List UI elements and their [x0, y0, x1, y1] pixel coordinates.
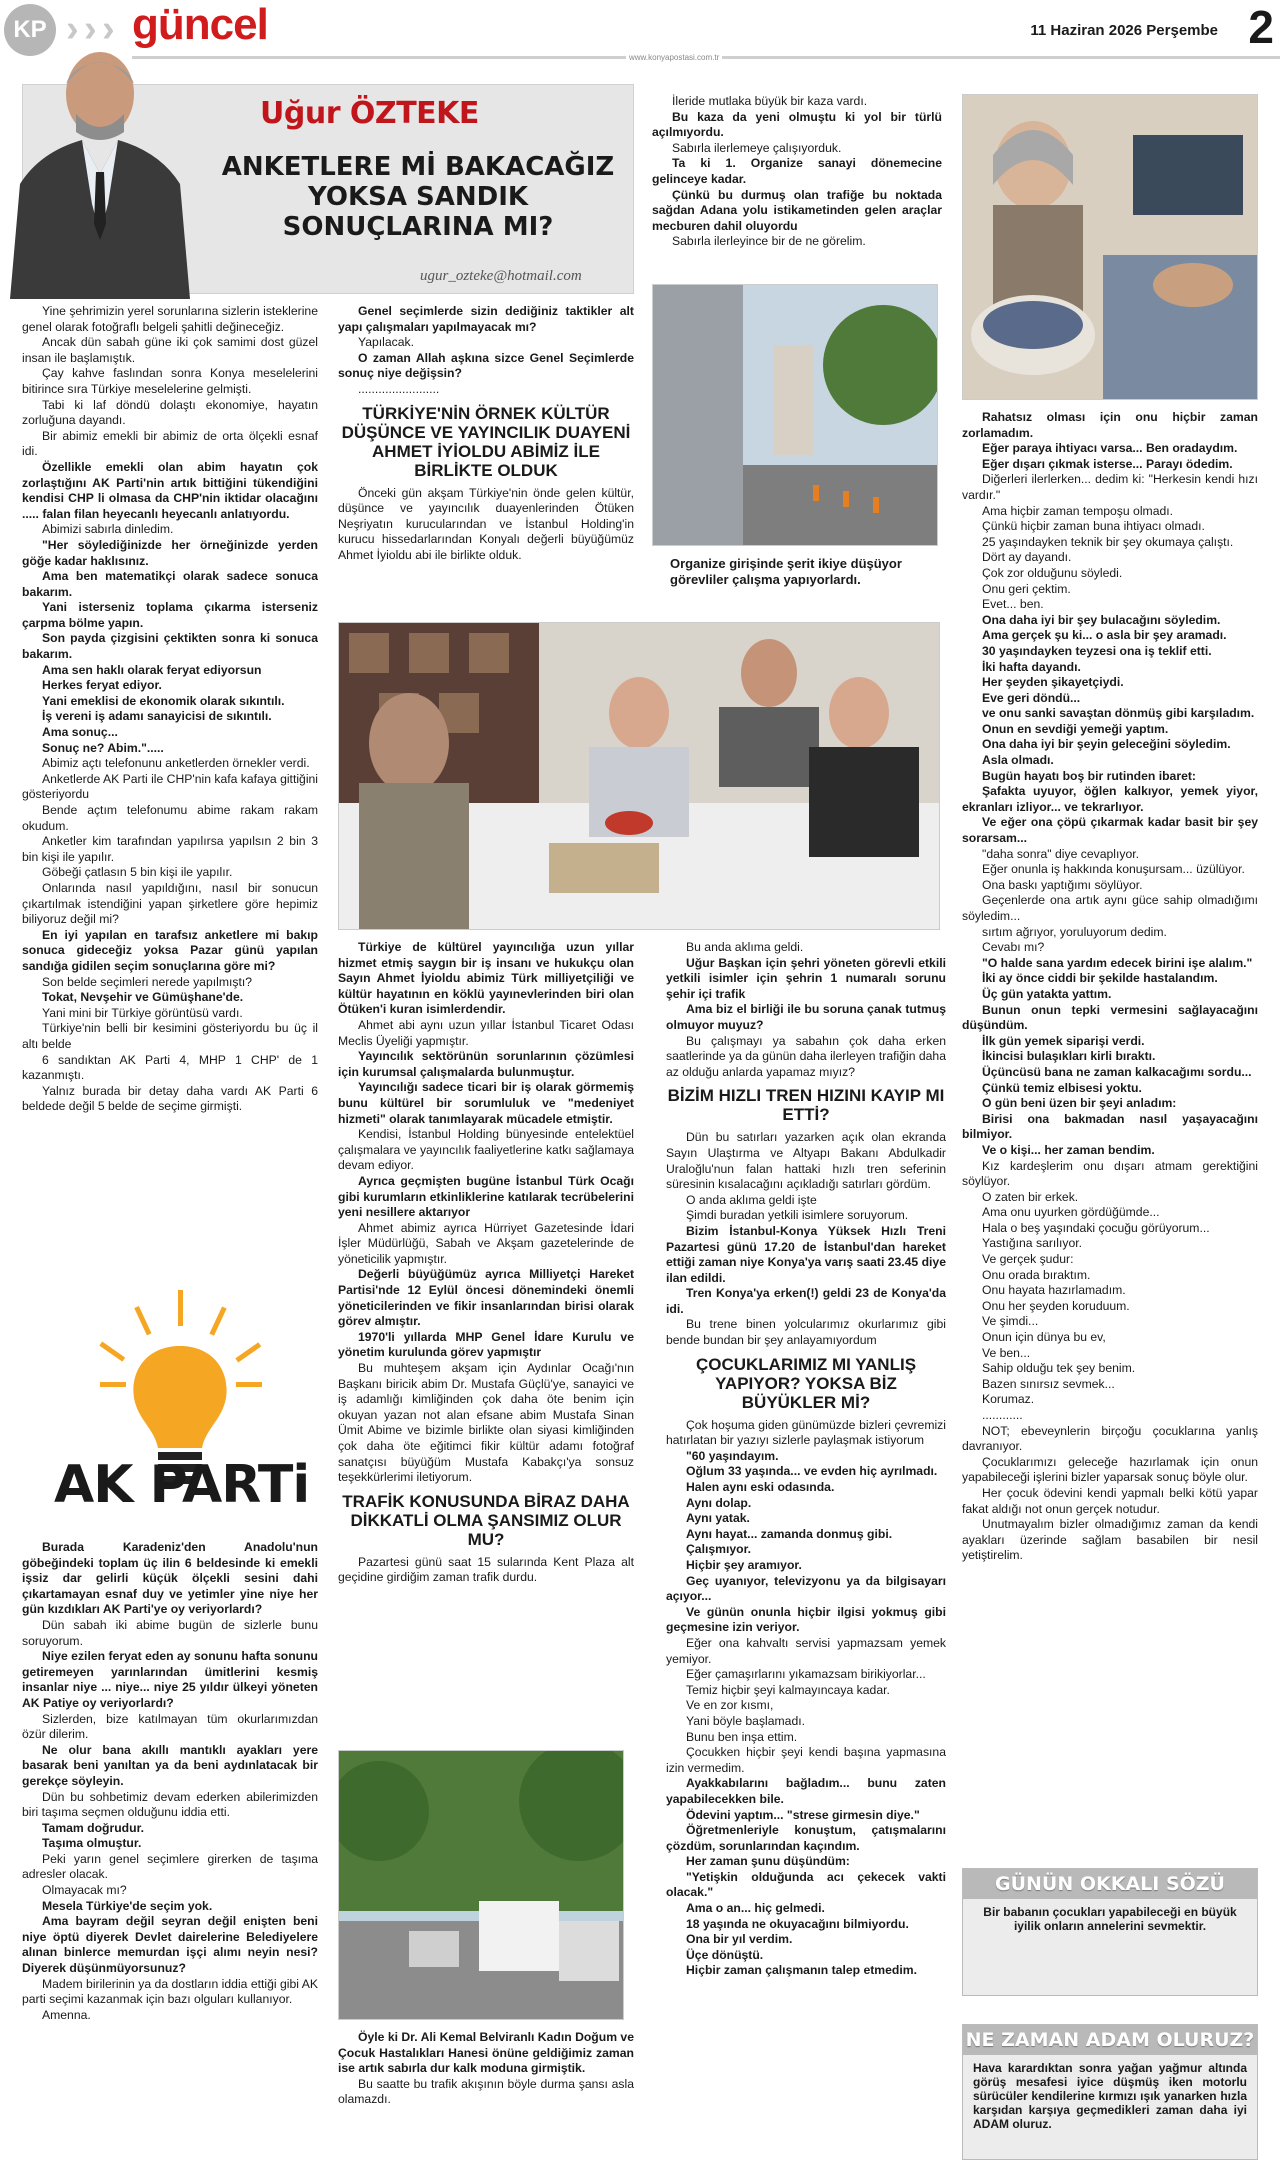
- section-title: güncel: [132, 0, 268, 49]
- civic-box: [962, 2024, 1258, 2160]
- paragraph: Eğer ona kahvaltı servisi yapmazsam yemek yemiyor.: [666, 1635, 946, 1666]
- paragraph: Tabi ki laf döndü dolaştı ekonomiye, hayatın zorluğuna dayandı.: [22, 397, 318, 428]
- column-2-bottom: [338, 2030, 634, 2160]
- paragraph: Bu muhteşem akşam için Aydınlar Ocağı'nın Başkanı biricik abim Dr. Mustafa Güçlü'ye, sanayici ve iş adamlığı kimliğinden çok daha öte benim için okuyan yazan not alan efsane abim Mustafa Sinan Ümit Abime ve bizimle birlikte olan siyasi kimliğinden çok daha öte eğitimci fikir kültür adamı fotoğraf sanatçısı büyüğüm Mustafa Kabakçı'ya sonsuz teşekkürlerimi iletiyorum.: [338, 1361, 634, 1485]
- column-3-top: [652, 94, 942, 280]
- paragraph: sırtım ağrıyor, yoruluyorum dedim.: [982, 924, 1167, 939]
- paragraph: Evet... ben.: [982, 597, 1044, 612]
- mother-son-photo: [962, 94, 1258, 400]
- civic-box-title: NE ZAMAN ADAM OLURUZ?: [963, 2025, 1257, 2055]
- paragraph: Geç uyanıyor, televizyonu ya da bilgisayarı açıyor...: [666, 1573, 946, 1604]
- paragraph: 25 yaşındayken teknik bir şey okumaya çalıştı.: [982, 534, 1234, 549]
- subheading: ÇOCUKLARIMIZ MI YANLIŞ YAPIYOR? YOKSA BİZ BÜYÜKLER Mİ?: [695, 1354, 917, 1412]
- paragraph: Sabırla ilerleyince bir de ne görelim.: [672, 234, 866, 249]
- paragraph: Yani emeklisi de ekonomik olarak sıkıntılı.: [42, 693, 285, 708]
- paragraph: Taşıma olmuştur.: [42, 1836, 142, 1851]
- paragraph: Bu saatte bu trafik akışının böyle durma şansı asla olamazdı.: [338, 2076, 634, 2107]
- author-email[interactable]: ugur_ozteke@hotmail.com: [420, 268, 582, 284]
- column-4: [962, 410, 1258, 1846]
- paragraph: Ama ben matematikçi olarak sadece sonuca bakarım.: [22, 569, 318, 599]
- paragraph: Birisi ona bakmadan nasıl yaşayacağını bilmiyor.: [962, 1111, 1258, 1142]
- paragraph: İlk gün yemek siparişi verdi.: [982, 1033, 1145, 1048]
- paragraph: Ta ki 1. Organize sanayi dönemecine gelinceye kadar.: [652, 156, 942, 186]
- chevron-right-icon: ›: [66, 8, 79, 50]
- paragraph: Onu orada bıraktım.: [982, 1267, 1091, 1282]
- paragraph: İş vereni iş adamı sanayicisi de sıkıntılı.: [42, 709, 272, 724]
- subheading: TRAFİK KONUSUNDA BİRAZ DAHA DİKKATLİ OLMA ŞANSIMIZ OLUR MU?: [342, 1491, 630, 1549]
- paragraph: Ve şimdi...: [982, 1314, 1039, 1329]
- subheading: TÜRKİYE'NİN ÖRNEK KÜLTÜR DÜŞÜNCE VE YAYINCILIK DUAYENİ AHMET İYİOLDU ABİMİZ İLE BİRLİKTE OLDUK: [341, 403, 631, 480]
- paragraph: Kendisi, İstanbul Holding bünyesinde entelektüel çalışmalara ve yayıncılık faaliyetlerine katkı sağlamaya devam ediyor.: [338, 1127, 634, 1173]
- column-2-middle: [338, 940, 634, 1640]
- paragraph: Çok hoşuma giden günümüzde bizleri çevremizi hatırlatan bir yazıyı sizlerle paylaşmak istiyorum: [666, 1417, 946, 1448]
- paragraph: ........................: [358, 381, 440, 396]
- paragraph: Şimdi buradan yetkili isimlere soruyorum.: [686, 1208, 909, 1223]
- paragraph: Yalnız burada bir detay daha vardı AK Parti 6 beldede değil 5 belde de seçime girmişti.: [22, 1083, 318, 1114]
- paragraph: Ayakkabılarını bağladım... bunu zaten yapabilecekken bile.: [666, 1776, 946, 1806]
- column-1-continued: [22, 1540, 318, 2152]
- paragraph: Tokat, Nevşehir ve Gümüşhane'de.: [42, 990, 244, 1005]
- paragraph: Ne olur bana akıllı mantıklı ayakları yere basarak beni yanıltan ya da beni aydınlatacak bir gerekçe söyleyin.: [22, 1742, 318, 1788]
- paragraph: Ahmet abi aynı uzun yıllar İstanbul Ticaret Odası Meclis Üyeliği yapmıştır.: [338, 1017, 634, 1048]
- paragraph: Yapılacak.: [358, 335, 415, 350]
- paragraph: Değerli büyüğümüz ayrıca Milliyetçi Hareket Partisi'nde 12 Eylül öncesi dönemindeki önemli yöneticilerinden ve fikir insanlarından birisi olarak görev almıştır.: [338, 1267, 634, 1329]
- paragraph: Çalışmıyor.: [686, 1542, 752, 1557]
- paragraph: İleride mutlaka büyük bir kaza vardı.: [672, 94, 868, 108]
- roadwork-caption: Organize girişinde şerit ikiye düşüyor görevliler çalışma yapıyorlardı.: [670, 556, 902, 587]
- paragraph: Onu her şeyden koruduum.: [982, 1298, 1130, 1313]
- author-photo: [0, 44, 200, 299]
- paragraph: Yani böyle başlamadı.: [686, 1713, 806, 1728]
- paragraph: Çocuklarımızı geleceğe hazırlamak için onun yapabileceği işlerini bizler yaparsak sonuç böyle olur.: [962, 1454, 1258, 1485]
- paragraph: Bir abimiz emekli bir abimiz de orta ölçekli esnaf idi.: [22, 428, 318, 459]
- paragraph: Tren Konya'ya erken(!) geldi 23 de Konya'da idi.: [666, 1286, 946, 1316]
- paragraph: Onun en sevdiği yemeği yaptım.: [982, 721, 1169, 736]
- paragraph: "Her söylediğinizde her örneğinizde yerden göğe kadar haklısınız.: [22, 537, 318, 568]
- paragraph: Eğer paraya ihtiyacı varsa... Ben oradaydım.: [982, 441, 1238, 456]
- paragraph: Bu trene binen yolcularımız okurlarımız gibi bende bundan bir şey anlayamıyordum: [666, 1317, 946, 1348]
- paragraph: Son payda çizgisini çektikten sonra ki sonuca bakarım.: [22, 631, 318, 662]
- paragraph: Önceki gün akşam Türkiye'nin önde gelen kültür, düşünce ve yayıncılık duayenlerinden Ötüken Neşriyatın kurucularından ve İstanbul Holding'in kurucu hissedarlarından Konyalı değerli büyüğümüz Ahmet İyioldu abi ile birlikte olduk.: [338, 485, 634, 562]
- paragraph: 18 yaşında ne okuyacağını bilmiyordu.: [686, 1916, 909, 1931]
- paragraph: Bende açtım telefonumu abime rakam rakam okudum.: [22, 803, 318, 833]
- paragraph: İki hafta dayandı.: [982, 659, 1081, 674]
- paragraph: ve onu sanki savaştan dönmüş gibi karşıladım.: [982, 706, 1255, 721]
- issue-date: 11 Haziran 2026 Perşembe: [1030, 22, 1218, 39]
- paragraph: Dün bu satırları yazarken açık olan ekranda Sayın Ulaştırma ve Altyapı Bakanı Abdulkadir Uraloğlu'nun falan hattaki hızlı tren seferinin süresinin kısalacağını açıkladığı satırları gördüm.: [666, 1130, 946, 1192]
- paragraph: Bizim İstanbul-Konya Yüksek Hızlı Treni Pazartesi günü 17.20 de İstanbul'dan hareket ettiği zaman niye Konya'ya varış saati 23.45 diye ilan edildi.: [666, 1223, 946, 1285]
- paragraph: Bu çalışmayı ya sabahın çok daha erken saatlerinde ya da günün daha ilerleyen trafiğin daha az olduğu anlarda yapamaz mıyız?: [666, 1033, 946, 1079]
- paragraph: Abimizi sabırla dinledim.: [42, 522, 174, 537]
- paragraph: Aynı dolap.: [686, 1495, 752, 1510]
- paragraph: Şafakta uyuyor, öğlen kalkıyor, yemek yiyor, ekranları izliyor... ve tekrarlıyor.: [962, 784, 1258, 814]
- site-url: www.konyapostasi.com.tr: [626, 53, 722, 62]
- chevron-right-icon: ›: [84, 8, 97, 50]
- paragraph: Öyle ki Dr. Ali Kemal Belviranlı Kadın Doğum ve Çocuk Hastalıkları Hanesi önüne geldiğimiz zaman ise artık sabırla dur kalk moduna girmiştik.: [338, 2030, 634, 2076]
- paragraph: Asla olmadı.: [982, 753, 1054, 768]
- paragraph: Diğerleri ilerlerken... dedim ki: "Herkesin kendi hızı vardır.": [962, 472, 1258, 502]
- paragraph: Bunun onun tepki vermesini sağlayacağını düşündüm.: [962, 1002, 1258, 1033]
- paragraph: Bu anda aklıma geldi.: [686, 940, 804, 954]
- paragraph: 1970'li yıllarda MHP Genel İdare Kurulu ve yönetim kurulunda görev yapmıştır: [338, 1329, 634, 1360]
- kp-logo: KP: [4, 4, 56, 56]
- paragraph: Onu geri çektim.: [982, 581, 1071, 596]
- ak-parti-label: AK PARTi: [54, 1455, 310, 1515]
- paragraph: "daha sonra" diye cevaplıyor.: [982, 846, 1140, 861]
- paragraph: Onun için dünya bu ev,: [982, 1330, 1106, 1345]
- paragraph: Bugün hayatı boş bir rutinden ibaret:: [982, 768, 1196, 783]
- chevron-right-icon: ›: [102, 8, 115, 50]
- paragraph: O zaman Allah aşkına sizce Genel Seçimlerde sonuç niye değişsin?: [338, 350, 634, 381]
- paragraph: Ve günün onunla hiçbir ilgisi yokmuş gibi geçmesine izin veriyor.: [666, 1604, 946, 1635]
- paragraph: Sizlerden, bize katılmayan tüm okurlarımızdan özür dilerim.: [22, 1711, 318, 1742]
- paragraph: Ve en zor kısmı,: [686, 1698, 774, 1713]
- paragraph: Ve eğer ona çöpü çıkarmak kadar basit bir şey sorarsam...: [962, 815, 1258, 846]
- paragraph: Ödevini yaptım... "strese girmesin diye.": [686, 1807, 920, 1822]
- paragraph: Rahatsız olması için onu hiçbir zaman zorlamadım.: [962, 410, 1258, 440]
- paragraph: Olmayacak mı?: [42, 1883, 127, 1898]
- paragraph: Onlarında nasıl yapıldığını, nasıl bir sonucun çıkartılmak istendiğini yapan şirketlere göre hepimiz biliyoruz değil mi?: [22, 880, 318, 927]
- paragraph: Ancak dün sabah güne iki çok samimi dost güzel insan ile başlamıştık.: [22, 335, 318, 365]
- paragraph: 30 yaşındayken teyzesi ona iş teklif etti.: [982, 643, 1212, 658]
- quote-box: [962, 1868, 1258, 1996]
- column-2-top: [338, 304, 634, 614]
- paragraph: Uğur Başkan için şehri yöneten görevli etkili yetkili isimler için şehrin 1 numaralı sorunu şehir içi trafik: [666, 955, 946, 1001]
- roadwork-photo: [652, 284, 938, 546]
- paragraph: Ama o an... hiç gelmedi.: [686, 1901, 825, 1916]
- paragraph: Onu hayata hazırlamadım.: [982, 1283, 1126, 1298]
- paragraph: Üçüncüsü bana ne zaman kalkacağımı sordu...: [982, 1064, 1252, 1079]
- paragraph: Türkiye'nin belli bir kesimini gösteriyordu bu üç il altı belde: [22, 1021, 318, 1051]
- paragraph: Ona daha iyi bir şey bulacağını söyledim.: [982, 612, 1221, 627]
- paragraph: Halen aynı eski odasında.: [686, 1480, 835, 1495]
- paragraph: Mesela Türkiye'de seçim yok.: [42, 1898, 213, 1913]
- article-headline: ANKETLERE Mİ BAKACAĞIZ YOKSA SANDIK SONUÇLARINA MI?: [221, 152, 615, 242]
- paragraph: Abimiz açtı telefonunu anketlerden örnekler verdi.: [42, 756, 310, 771]
- paragraph: Dört ay dayandı.: [982, 550, 1072, 565]
- paragraph: Ve o kişi... her zaman bendim.: [982, 1142, 1155, 1157]
- paragraph: Cevabı mı?: [982, 940, 1045, 955]
- paragraph: Pazartesi günü saat 15 sularında Kent Plaza alt geçidine girdiğim zaman trafik durdu.: [338, 1554, 634, 1585]
- paragraph: Korumaz.: [982, 1392, 1035, 1407]
- paragraph: Niye ezilen feryat eden ay sonunu hafta sonunu getiremeyen yarınlarından ümitlerini kesmiş insanlar niye ... niye... niye 25 yıldır ülkeyi yöneten AK Patiye oy veriyorlardı?: [22, 1649, 318, 1710]
- paragraph: Eve geri döndü...: [982, 690, 1081, 705]
- paragraph: Özellikle emekli olan abim hayatın çok zorlaştığını AK Parti'nin artık bittiğini tükendiğini kendisi CHP li olmasa da CHP'nin iktidar olacağını ..... falan filan heyecanlı heyecanlı anlatıyordu.: [22, 459, 318, 521]
- paragraph: İkincisi bulaşıkları kirli bıraktı.: [982, 1049, 1156, 1064]
- paragraph: "60 yaşındayım.: [686, 1448, 779, 1463]
- paragraph: Göbeği çatlasın 5 bin kişi ile yapılır.: [42, 865, 233, 880]
- paragraph: Sahip olduğu tek şey benim.: [982, 1361, 1136, 1376]
- paragraph: Yastığına sarılıyor.: [982, 1236, 1083, 1251]
- paragraph: Hiçbir zaman çalışmanın talep etmedim.: [686, 1963, 917, 1978]
- paragraph: Ama biz el birliği ile bu soruna çanak tutmuş olmuyor muyuz?: [666, 1002, 946, 1032]
- subheading: BİZİM HIZLI TREN HIZINI KAYIP MI ETTİ?: [667, 1086, 945, 1125]
- paragraph: Ama hiçbir zaman tempoşu olmadı.: [982, 503, 1174, 518]
- paragraph: Ona bir yıl verdim.: [686, 1932, 793, 1947]
- traffic-photo: [338, 1750, 624, 2020]
- paragraph: Sabırla ilerlemeye çalışıyorduk.: [672, 140, 842, 155]
- paragraph: Eğer çamaşırlarını yıkamazsam birikiyorlar...: [686, 1667, 926, 1682]
- paragraph: O anda aklıma geldi işte: [686, 1192, 817, 1207]
- paragraph: Eğer dışarı çıkmak isterse... Parayı ödedim.: [982, 456, 1233, 471]
- paragraph: Yani mini bir Türkiye görüntüsü vardı.: [42, 1005, 243, 1020]
- paragraph: Aynı yatak.: [686, 1511, 750, 1526]
- paragraph: Ama sen haklı olarak feryat ediyorsun: [42, 662, 262, 677]
- paragraph: Oğlum 33 yaşında... ve evden hiç ayrılmadı.: [686, 1464, 938, 1479]
- paragraph: Temiz hiçbir şeyi kalmayıncaya kadar.: [686, 1682, 890, 1697]
- paragraph: "Yetişkin olduğunda acı çekecek vakti olacak.": [666, 1869, 946, 1900]
- paragraph: ............: [982, 1408, 1023, 1422]
- paragraph: İki ay önce ciddi bir şekilde hastalandım.: [982, 971, 1218, 986]
- paragraph: Yani isterseniz toplama çıkarma isterseniz çarpma bölme yapın.: [22, 600, 318, 630]
- paragraph: Yine şehrimizin yerel sorunlarına sizlerin isteklerine genel olarak fotoğraflı belgeli şahitli değineceğiz.: [22, 304, 318, 334]
- paragraph: Her zaman şunu düşündüm:: [686, 1854, 850, 1869]
- civic-box-body: Hava karardıktan sonra yağan yağmur altında görüş mesafesi iyice düşmüş iken motorlu sürücüler kendilerine kırmızı ışık yanarken hızla karşıdan karşıya geçmedikleri zaman daha iyi ADAM oluruz.: [973, 2061, 1247, 2131]
- paragraph: Burada Karadeniz'den Anadolu'nun göbeğindeki toplam üç ilin 6 beldesinde ki emekli işsiz dar gelirli küçük ölçekli sesini dahi çıkartamayan esnaf duy ve yetimler yine niye her gün kızdıkları AK Parti'ye oy veriyorlardı?: [22, 1540, 318, 1617]
- paragraph: Ayrıca geçmişten bugüne İstanbul Türk Ocağı gibi kurumların etkinliklerine katılarak tecrübelerini yeni nesillere aktarıyor: [338, 1173, 634, 1220]
- paragraph: Bazen sınırsız sevmek...: [982, 1376, 1115, 1391]
- paragraph: Ona baskı yaptığımı söylüyor.: [982, 877, 1143, 892]
- paragraph: Çünkü temiz elbisesi yoktu.: [982, 1080, 1142, 1095]
- column-1: [22, 304, 318, 1284]
- paragraph: Herkes feryat ediyor.: [42, 678, 162, 693]
- paragraph: Çay kahve faslından sonra Konya meselelerini bitirince sıra Türkiye meselelerine gelmişti.: [22, 366, 318, 396]
- paragraph: NOT; ebeveynlerin birçoğu çocuklarına yanlış davranıyor.: [962, 1423, 1258, 1454]
- paragraph: Ama gerçek şu ki... o asla bir şey aramadı.: [982, 628, 1227, 643]
- paragraph: Ve gerçek şudur:: [982, 1252, 1074, 1267]
- paragraph: Yayıncılık sektörünün sorunlarının çözümlesi için kurumsal çalışmalarda bulunmuştur.: [338, 1049, 634, 1079]
- paragraph: Geçenlerde ona artık aynı güce sahip olmadığımı söyledim...: [962, 893, 1258, 923]
- column-3-bottom: [666, 940, 946, 2156]
- meeting-photo: [338, 622, 940, 930]
- paragraph: Yayıncılığı sadece ticari bir iş olarak görmemiş bunu kültürel bir sorumluluk ve "medeniyet hizmeti" olarak tanımlayarak mücadele etmiştir.: [338, 1080, 634, 1126]
- quote-box-title: GÜNÜN OKKALI SÖZÜ: [963, 1869, 1257, 1899]
- paragraph: O zaten bir erkek.: [982, 1189, 1079, 1204]
- paragraph: Ve ben...: [982, 1345, 1031, 1360]
- paragraph: Öğretmenleriyle konuştum, çatışmalarını çözdüm, sorunlarından kaçındım.: [666, 1823, 946, 1853]
- paragraph: Bunu ben inşa ettim.: [686, 1729, 798, 1744]
- paragraph: Anketler kim tarafından yapılırsa yapılsın 2 bin 3 bin kişi ile yapılır.: [22, 834, 318, 864]
- author-name: Uğur ÖZTEKE: [260, 96, 479, 131]
- paragraph: Ama sonuç...: [42, 725, 118, 740]
- paragraph: Hala o beş yaşındaki çocuğu görüyorum...: [982, 1220, 1210, 1235]
- paragraph: Her çocuk ödevini kendi yapmalı belki kötü yapar fakat aldığı not onun gerçek notudur.: [962, 1485, 1258, 1516]
- quote-box-body: Bir babanın çocukları yapabileceği en büyük iyilik onların annelerini sevmektir.: [983, 1905, 1237, 1933]
- paragraph: Türkiye de kültürel yayıncılığa uzun yıllar hizmet etmiş saygın bir iş insanı ve hukukçu olan Sayın Ahmet İyioldu abimiz Türk milliyetçiliği ve kültür hayatının en köklü yayınevlerinden biri olan Ötüken'i kuran isimlerdendir.: [338, 940, 634, 1017]
- paragraph: "O halde sana yardım edecek birini işe alalım.": [982, 955, 1253, 970]
- paragraph: Genel seçimlerde sizin dediğiniz taktikler alt yapı çalışmaları yapılmayacak mı?: [338, 304, 634, 334]
- paragraph: Üçe dönüştü.: [686, 1947, 764, 1962]
- paragraph: O gün beni üzen bir şeyi anladım:: [982, 1096, 1177, 1111]
- paragraph: Son belde seçimleri nerede yapılmıştı?: [42, 974, 253, 989]
- paragraph: Ona daha iyi bir şeyin geleceğini söyledim.: [982, 737, 1231, 752]
- paragraph: Ahmet abimiz ayrıca Hürriyet Gazetesinde İdari İşler Müdürlüğü, Sabah ve Akşam gazetelerinde de yöneticilik yapmıştır.: [338, 1220, 634, 1266]
- paragraph: Dün sabah iki abime bugün de sizlerle bunu soruyorum.: [22, 1617, 318, 1648]
- paragraph: Çocukken hiçbir şeyi kendi başına yapmasına izin vermedim.: [666, 1745, 946, 1775]
- paragraph: Eğer onunla iş hakkında konuşursam... üzülüyor.: [982, 862, 1245, 877]
- paragraph: Anketlerde AK Parti ile CHP'nin kafa kafaya gittiğini gösteriyordu: [22, 771, 318, 802]
- paragraph: Hiçbir şey aramıyor.: [686, 1558, 802, 1572]
- paragraph: Bu kaza da yeni olmuştu ki yol bir türlü açılmıyordu.: [652, 109, 942, 140]
- paragraph: Ama onu uyurken gördüğümde...: [982, 1205, 1160, 1220]
- paragraph: Sonuç ne? Abim.".....: [42, 740, 164, 755]
- page-number: 2: [1248, 1, 1274, 53]
- paragraph: Çünkü bu durmuş olan trafiğe bu noktada sağdan Adana yolu istikametinden gelen araçlar mecburen dahil oluyordu: [652, 187, 942, 233]
- paragraph: Tamam doğrudur.: [42, 1820, 145, 1835]
- paragraph: Unutmayalım bizler olmadığımız zaman da kendi ayakları üzerinde sağlam basabilen bir nesil yetiştirelim.: [962, 1517, 1258, 1563]
- paragraph: Üç gün yatakta yattım.: [982, 986, 1112, 1001]
- paragraph: Aynı hayat... zamanda donmuş gibi.: [686, 1526, 893, 1541]
- paragraph: Kız kardeşlerim onu dışarı atmam gerektiğini söylüyor.: [962, 1158, 1258, 1189]
- paragraph: Amenna.: [42, 2007, 91, 2022]
- paragraph: En iyi yapılan en tarafsız anketlere mi bakıp sonuca gideceğiz yoksa Pazar günü yapılan sandığa gidilen seçim sonuçlarına göre mi?: [22, 927, 318, 973]
- paragraph: Çünkü hiçbir zaman buna ihtiyacı olmadı.: [982, 519, 1205, 534]
- paragraph: Peki yarın genel seçimlere girerken de taşıma adresler olacak.: [22, 1851, 318, 1882]
- paragraph: 6 sandıktan AK Parti 4, MHP 1 CHP' de 1 kazanmıştı.: [22, 1052, 318, 1083]
- paragraph: Çok zor olduğunu söyledi.: [982, 565, 1123, 580]
- paragraph: Her şeyden şikayetçiydi.: [982, 675, 1124, 690]
- paragraph: Dün bu sohbetimiz devam ederken abilerimizden biri taşıma seçmen olduğunu iddia etti.: [22, 1789, 318, 1820]
- paragraph: Madem birilerinin ya da dostların iddia ettiği gibi AK parti seçimi kazanmak için bazı olguları kullanıyor.: [22, 1976, 318, 2007]
- paragraph: Ama bayram değil seyran değil enişten beni niye öptü diyerek Devlet dairelerine Belediyelere alınan binlerce memurdan işçi alımı neyin nesi? Diyerek düşünmüyorsunuz?: [22, 1914, 318, 1976]
